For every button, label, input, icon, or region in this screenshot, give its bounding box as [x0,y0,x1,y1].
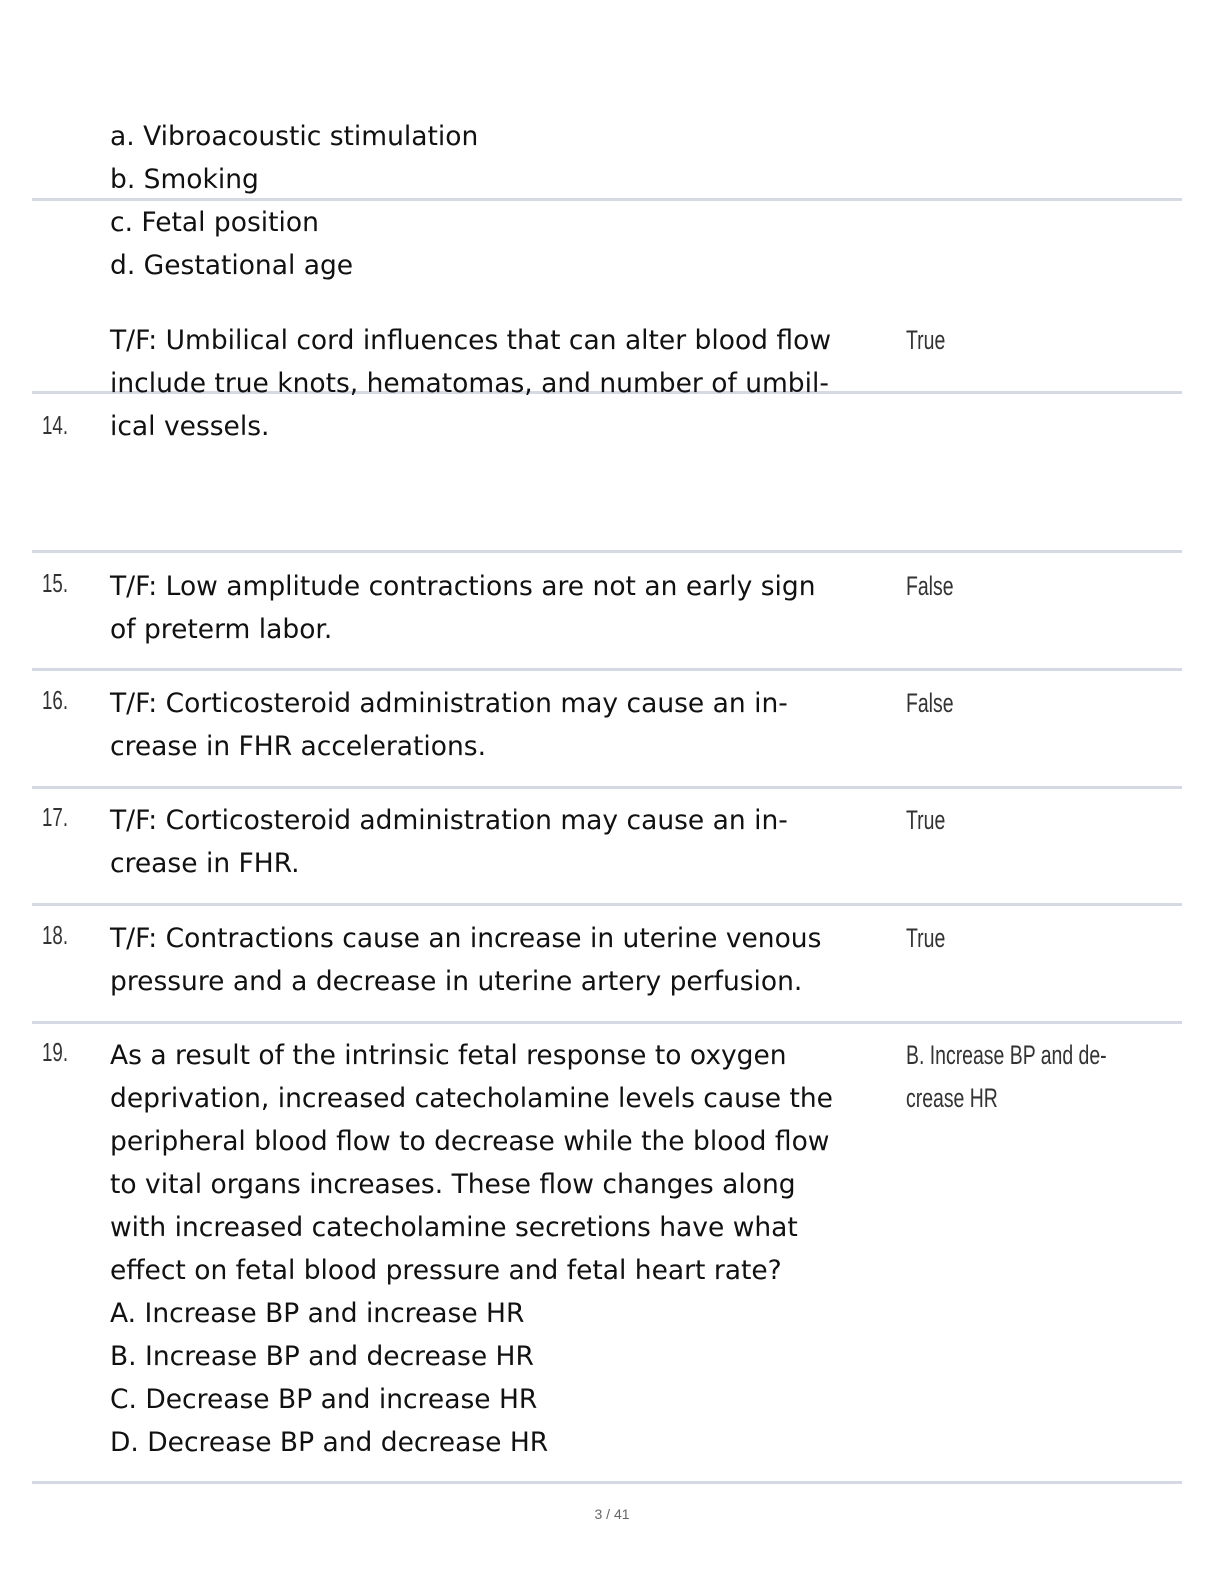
divider [32,903,1182,906]
question-line: A. Increase BP and increase HR [110,1298,525,1329]
option-c: c. Fetal position [110,207,319,238]
question-line: T/F: Umbilical cord influences that can alter blood flow [110,325,831,356]
divider [32,668,1182,671]
question-number: 18. [42,920,69,950]
question-text [110,682,788,768]
question-line: to vital organs increases. These flow changes along [110,1169,796,1200]
question-line: crease in FHR. [110,848,300,879]
answer [906,319,945,362]
option-b: b. Smoking [110,164,259,195]
divider [32,1481,1182,1484]
question-text [110,1034,833,1464]
page-number: 3 / 41 [594,1506,630,1522]
question-line: T/F: Corticosteroid administration may cause an in- [110,805,788,836]
answer-line: crease HR [906,1083,998,1113]
answer [906,799,945,842]
question-number: 14. [42,410,69,440]
question-line: crease in FHR accelerations. [110,731,487,762]
answer-line: False [906,571,954,601]
question-line: include true knots, hematomas, and number of umbil- [110,368,829,399]
answer [906,1034,1107,1120]
answer-line: True [906,923,946,953]
question-line: T/F: Low amplitude contractions are not an early sign [110,571,816,602]
divider [32,1021,1182,1024]
q13-options [110,115,478,287]
question-line: with increased catecholamine secretions have what [110,1212,798,1243]
question-number: 15. [42,568,69,598]
question-line: effect on fetal blood pressure and fetal heart rate? [110,1255,782,1286]
question-line: pressure and a decrease in uterine artery perfusion. [110,966,803,997]
question-line: T/F: Contractions cause an increase in uterine venous [110,923,822,954]
question-line: of preterm labor. [110,614,333,645]
question-line: deprivation, increased catecholamine levels cause the [110,1083,833,1114]
question-text [110,917,821,1003]
answer [906,682,954,725]
question-number: 19. [42,1037,69,1067]
question-text [110,799,788,885]
question-line: B. Increase BP and decrease HR [110,1341,534,1372]
answer [906,917,945,960]
option-a: a. Vibroacoustic stimulation [110,121,479,152]
question-number: 16. [42,685,69,715]
question-line: C. Decrease BP and increase HR [110,1384,538,1415]
question-line: ical vessels. [110,411,270,442]
divider [32,550,1182,553]
question-line: peripheral blood flow to decrease while the blood flow [110,1126,830,1157]
answer-line: B. Increase BP and de- [906,1040,1107,1070]
question-text [110,565,816,651]
question-line: As a result of the intrinsic fetal response to oxygen [110,1040,787,1071]
answer-line: True [906,325,946,355]
answer [906,565,954,608]
option-d: d. Gestational age [110,250,354,281]
question-text [110,319,831,448]
question-number: 17. [42,802,69,832]
question-line: D. Decrease BP and decrease HR [110,1427,549,1458]
answer-line: True [906,805,946,835]
answer-line: False [906,688,954,718]
question-line: T/F: Corticosteroid administration may cause an in- [110,688,788,719]
divider [32,786,1182,789]
